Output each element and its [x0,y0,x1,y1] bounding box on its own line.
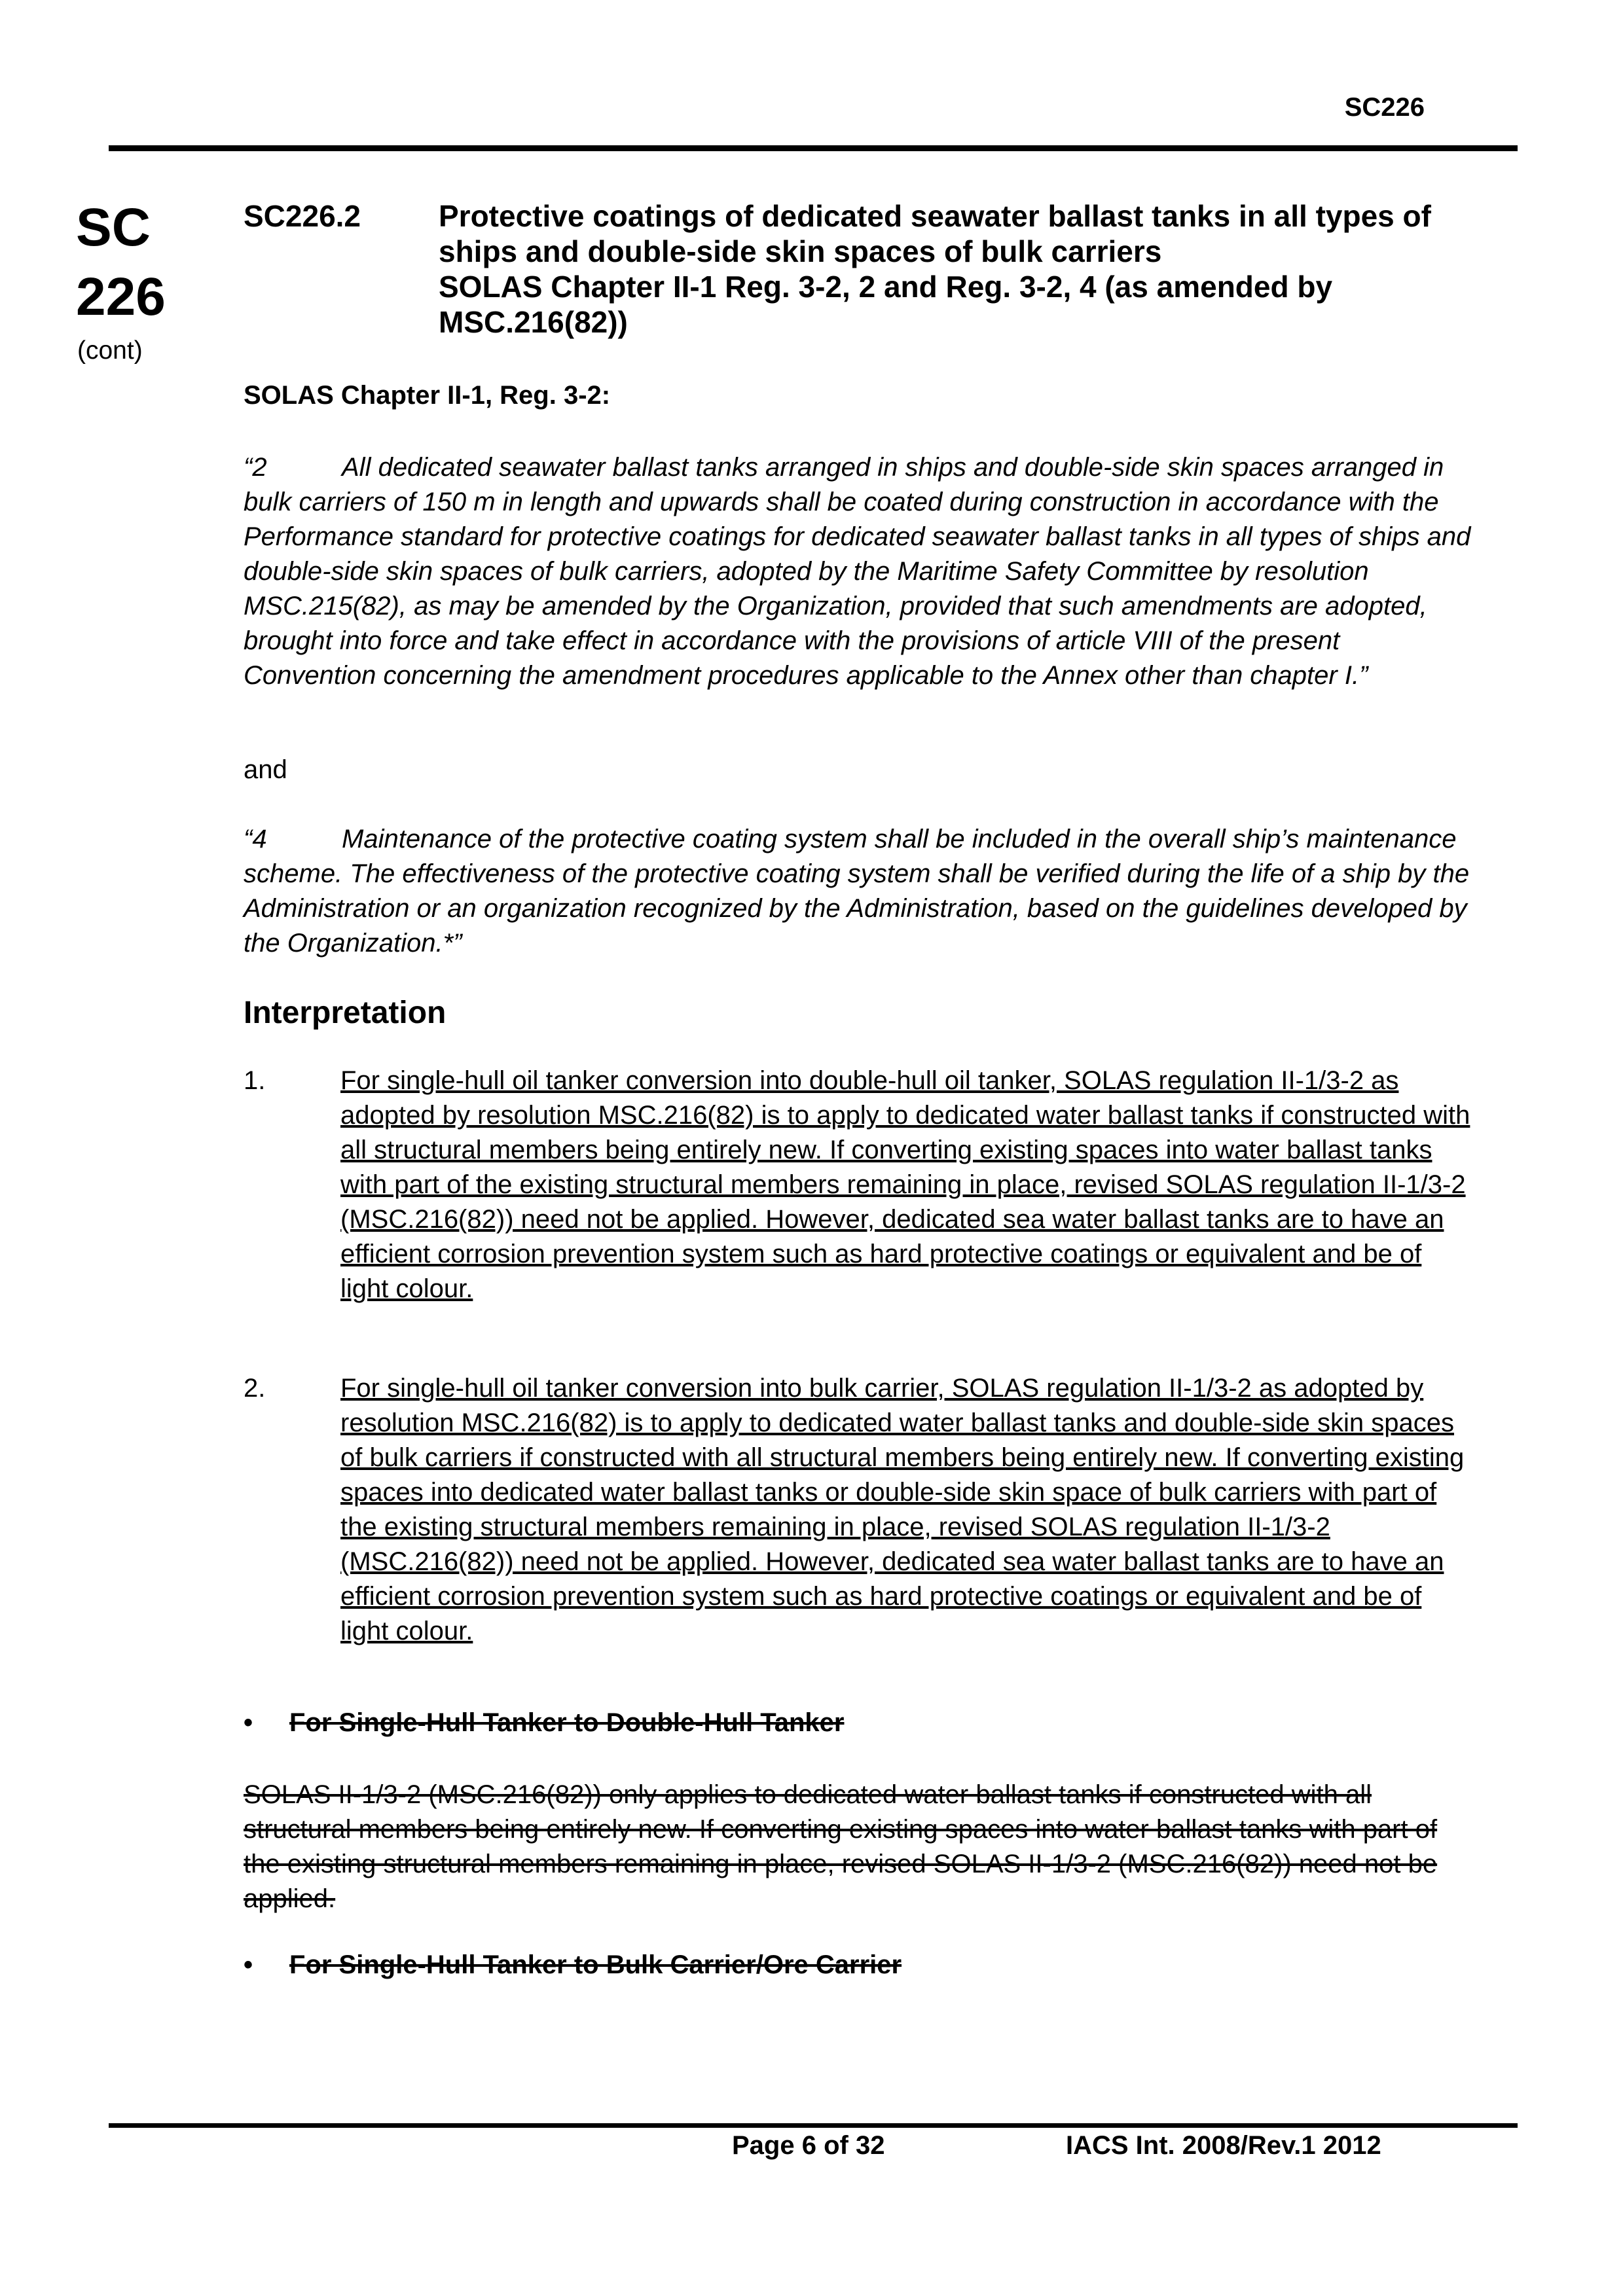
footer-page-number: Page 6 of 32 [732,2131,885,2160]
section-number: SC226.2 [244,199,361,233]
bullet-heading-text: For Single-Hull Tanker to Double-Hull Tanker [289,1708,845,1737]
quote-paragraph-2 [244,450,1474,693]
interpretation-heading: Interpretation [244,996,447,1030]
margin-sc: SC [76,198,151,257]
regulation-heading: SOLAS Chapter II-1, Reg. 3-2: [244,381,611,410]
section-title [439,198,1486,340]
margin-cont: (cont) [77,336,143,365]
bullet-icon: • [244,1708,253,1737]
item-number: 2. [244,1374,266,1403]
bullet-icon: • [244,1950,253,1979]
margin-number: 226 [76,267,166,327]
footer-reference: IACS Int. 2008/Rev.1 2012 [1066,2131,1381,2160]
quote-text: Maintenance of the protective coating system shall be included in the overall ship’s maintenance scheme. The effectiveness of the protective coating system shall be verified during the life of a ship by the Administration or an organization recognized by the Administration, based on the guidelines developed by the Organization.*” [244,825,1470,958]
quote-paragraph-4 [244,822,1474,961]
quote-text: All dedicated seawater ballast tanks arranged in ships and double-side skin spaces arranged in bulk carriers of 150 m in length and upwards shall be coated during construction in accordance with the Performance standard for protective coatings for dedicated seawater ballast tanks in all types of ships and double-side skin spaces of bulk carriers, adopted by the Maritime Safety Committee by resolution MSC.215(82), as may be amended by the Organization, provided that such amendments are adopted, brought into force and take effect in accordance with the provisions of article VIII of the present Convention concerning the amendment procedures applicable to the Annex other than chapter I.” [244,453,1471,690]
connector-and: and [244,755,287,784]
item-text: For single-hull oil tanker conversion into double-hull oil tanker, SOLAS regulation II-1/3-2 as adopted by resolution MSC.216(82) is to apply to dedicated water ballast tanks if constructed with all structural members being entirely new. If converting existing spaces into water ballast tanks with part of the existing structural members remaining in place, revised SOLAS regulation II-1/3-2 (MSC.216(82)) need not be applied. However, dedicated sea water ballast tanks are to have an efficient corrosion prevention system such as hard protective coatings or equivalent and be of light colour. [340,1066,1470,1303]
item-text: For single-hull oil tanker conversion into bulk carrier, SOLAS regulation II-1/3-2 as adopted by resolution MSC.216(82) is to apply to dedicated water ballast tanks and double-side skin spaces of bulk carriers if constructed with all structural members being entirely new. If converting existing spaces into dedicated water ballast tanks or double-side skin space of bulk carriers with part of the existing structural members remaining in place, revised SOLAS regulation II-1/3-2 (MSC.216(82)) need not be applied. However, dedicated sea water ballast tanks are to have an efficient corrosion prevention system such as hard protective coatings or equivalent and be of light colour. [340,1374,1465,1645]
item-number: 1. [244,1066,266,1095]
interpretation-item-1 [244,1064,1474,1306]
header-code: SC226 [1344,93,1425,122]
bullet-heading-text: For Single-Hull Tanker to Bulk Carrier/Ore Carrier [289,1950,902,1979]
interpretation-item-2 [244,1371,1474,1649]
header-rule [109,145,1518,151]
deleted-paragraph: SOLAS II-1/3-2 (MSC.216(82)) only applies to dedicated water ballast tanks if constructed with all structural members being entirely new. If converting existing spaces into water ballast tanks with part of the existing structural members remaining in place, revised SOLAS II-1/3-2 (MSC.216(82)) need not be applied. [244,1780,1438,1913]
deleted-bullet-heading-2 [244,1950,902,1980]
section-title-text: Protective coatings of dedicated seawater ballast tanks in all types of ships and double-side skin spaces of bulk carriers [439,199,1431,268]
footer-rule [109,2123,1518,2128]
quote-number: “4 [244,825,267,853]
quote-number: “2 [244,453,267,482]
deleted-bullet-heading-1 [244,1708,844,1738]
section-reference: SOLAS Chapter II-1 Reg. 3-2, 2 and Reg. 3-2, 4 (as amended by MSC.216(82)) [439,270,1333,339]
